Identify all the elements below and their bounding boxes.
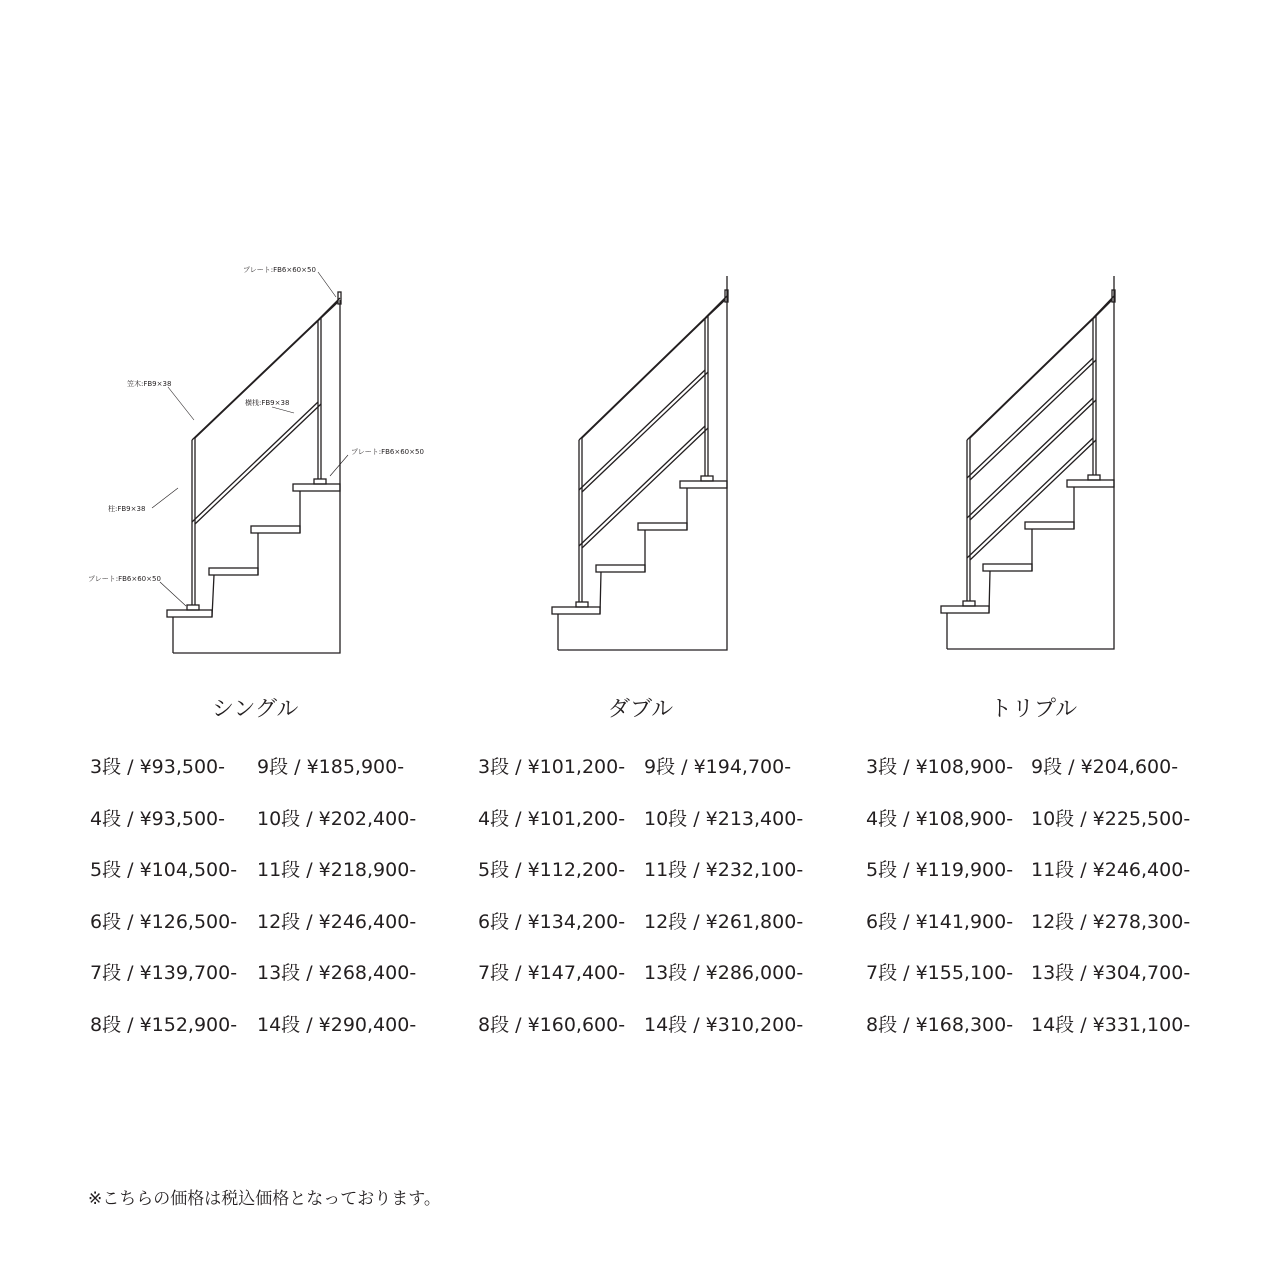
price-list-triple-3to8 xyxy=(866,752,1013,1062)
price-item: 7段 / ¥155,100- xyxy=(866,962,1014,985)
price-item: 14段 / ¥310,200- xyxy=(644,1013,804,1036)
stair-drawing-single xyxy=(88,266,424,653)
price-list-single-9to14 xyxy=(257,752,416,1062)
price-item: 14段 / ¥331,100- xyxy=(1031,1013,1191,1036)
tax-note: ※こちらの価格は税込価格となっております。 xyxy=(88,1189,441,1209)
price-item: 8段 / ¥160,600- xyxy=(478,1013,626,1036)
price-item: 4段 / ¥93,500- xyxy=(90,807,225,830)
price-item: 11段 / ¥232,100- xyxy=(644,859,804,882)
price-item: 5段 / ¥104,500- xyxy=(90,859,238,882)
label-plate-right: プレート:FB6×60×50 xyxy=(351,448,424,456)
price-item: 12段 / ¥261,800- xyxy=(644,910,804,933)
price-list-triple-9to14 xyxy=(1031,752,1190,1062)
price-item: 10段 / ¥213,400- xyxy=(644,807,804,830)
price-item: 7段 / ¥147,400- xyxy=(478,962,626,985)
price-item: 8段 / ¥152,900- xyxy=(90,1013,238,1036)
title-double: ダブル xyxy=(608,697,674,722)
price-item: 3段 / ¥101,200- xyxy=(478,756,626,778)
label-plate-top: プレート:FB6×60×50 xyxy=(243,266,316,274)
price-item: 7段 / ¥139,700- xyxy=(90,962,238,985)
price-item: 9段 / ¥194,700- xyxy=(644,756,792,778)
price-item: 4段 / ¥101,200- xyxy=(478,807,626,830)
price-item: 6段 / ¥134,200- xyxy=(478,910,626,933)
price-item: 10段 / ¥202,400- xyxy=(257,807,417,830)
price-item: 13段 / ¥286,000- xyxy=(644,962,804,985)
price-item: 4段 / ¥108,900- xyxy=(866,807,1014,830)
price-item: 12段 / ¥246,400- xyxy=(257,910,417,933)
price-item: 12段 / ¥278,300- xyxy=(1031,910,1191,933)
label-kasagi: 笠木:FB9×38 xyxy=(127,380,172,388)
price-item: 11段 / ¥218,900- xyxy=(257,859,417,882)
price-item: 6段 / ¥141,900- xyxy=(866,910,1014,933)
stair-drawing-double xyxy=(552,276,728,650)
price-item: 5段 / ¥112,200- xyxy=(478,859,626,882)
price-list-single-3to8 xyxy=(90,752,237,1062)
title-single: シングル xyxy=(212,697,299,722)
price-item: 14段 / ¥290,400- xyxy=(257,1013,417,1036)
price-item: 5段 / ¥119,900- xyxy=(866,859,1014,882)
price-list-double-3to8 xyxy=(478,752,625,1062)
price-item: 10段 / ¥225,500- xyxy=(1031,807,1191,830)
price-item: 8段 / ¥168,300- xyxy=(866,1013,1014,1036)
price-item: 11段 / ¥246,400- xyxy=(1031,859,1191,882)
price-item: 13段 / ¥304,700- xyxy=(1031,962,1191,985)
price-item: 3段 / ¥93,500- xyxy=(90,756,225,778)
price-item: 9段 / ¥185,900- xyxy=(257,756,405,778)
price-list-double-9to14 xyxy=(644,752,803,1062)
label-yokosan: 横桟:FB9×38 xyxy=(245,399,290,407)
price-item: 13段 / ¥268,400- xyxy=(257,962,417,985)
label-hashira: 柱:FB9×38 xyxy=(108,505,146,513)
price-item: 6段 / ¥126,500- xyxy=(90,910,238,933)
label-plate-bottom: プレート:FB6×60×50 xyxy=(88,575,161,583)
price-item: 3段 / ¥108,900- xyxy=(866,756,1014,778)
title-triple: トリプル xyxy=(990,697,1078,722)
stair-drawing-triple xyxy=(941,276,1115,649)
price-item: 9段 / ¥204,600- xyxy=(1031,756,1179,778)
